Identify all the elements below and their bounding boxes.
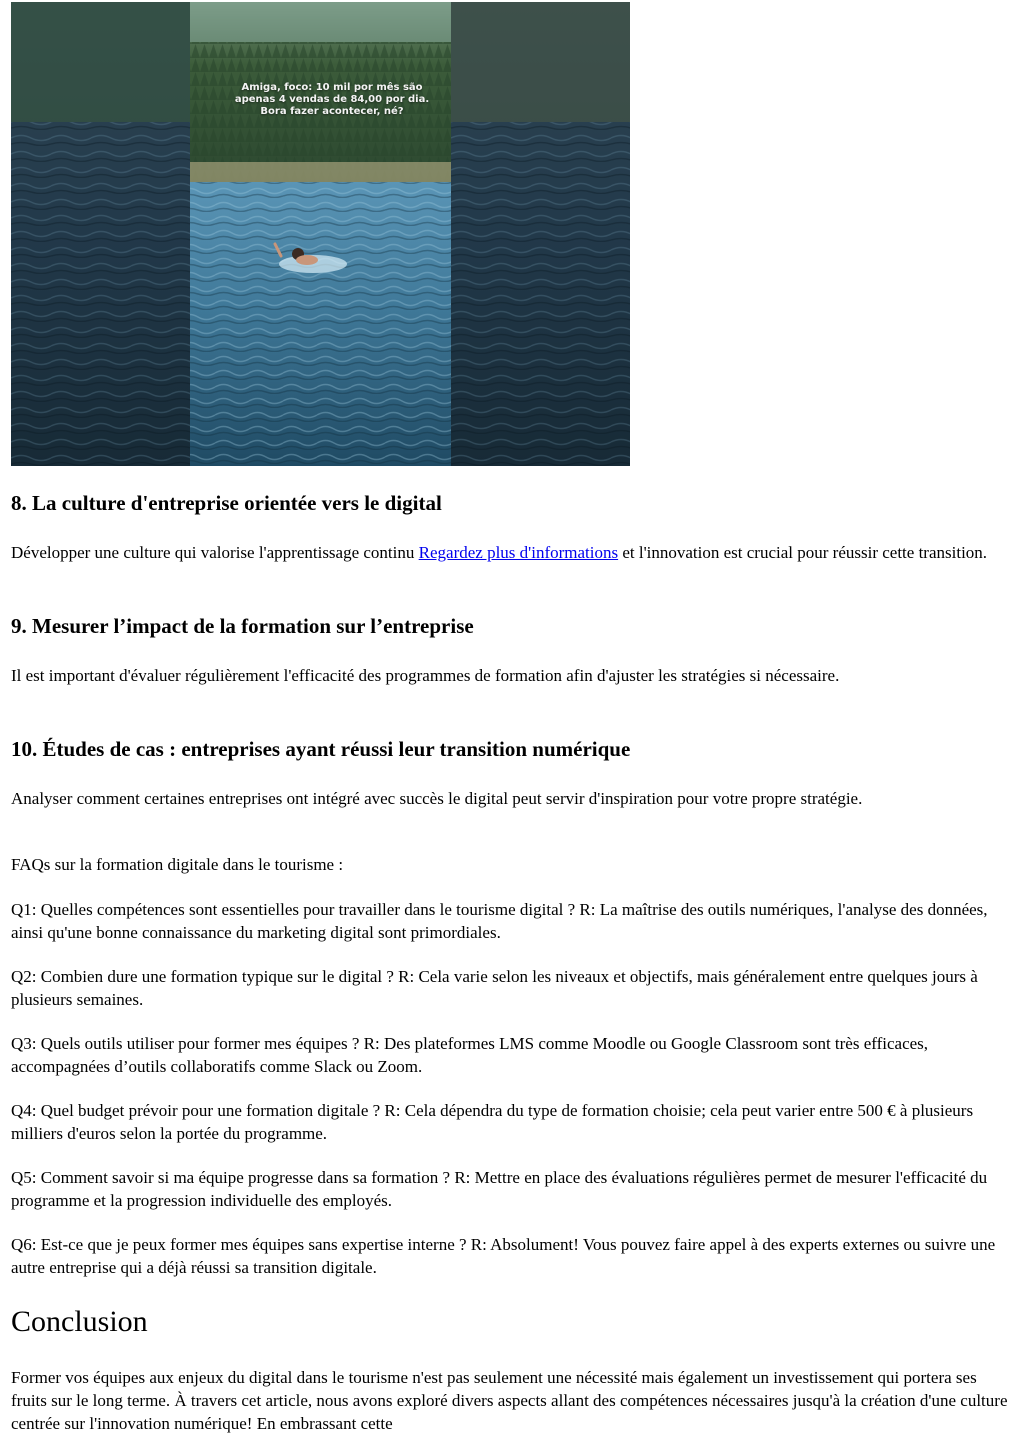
faq-item-1: Q1: Quelles compétences sont essentielles pour travailler dans le tourisme digital ? R: La maîtrise des outils numériques, l'analyse des données, ainsi qu'une bonne connaissance du marketing digital sont primordiales. [11,900,988,942]
body-text: Développer une culture qui valorise l'apprentissage continu [11,543,419,562]
article-page [11,0,1011,1433]
section-body-10: Analyser comment certaines entreprises ont intégré avec succès le digital peut servir d'inspiration pour votre propre stratégie. [11,789,863,808]
section-heading-8: 8. La culture d'entreprise orientée vers le digital [11,491,442,515]
video-thumbnail[interactable] [11,2,630,466]
body-text: et l'innovation est crucial pour réussir cette transition. [618,543,988,562]
faq-intro: FAQs sur la formation digitale dans le tourisme : [11,855,344,874]
faq-item-3: Q3: Quels outils utiliser pour former mes équipes ? R: Des plateformes LMS comme Moodle ou Google Classroom sont très efficaces, accompagnées d’outils collaboratifs comme Slack ou Zoom. [11,1034,929,1076]
lake-swimmer-image [11,2,630,466]
caption-line: Amiga, foco: 10 mil por mês são [241,82,423,93]
video-caption-overlay [201,82,463,118]
conclusion-heading: Conclusion [11,1305,148,1338]
section-body-9: Il est important d'évaluer régulièrement l'efficacité des programmes de formation afin d'ajuster les stratégies si nécessaire. [11,666,840,685]
faq-item-5: Q5: Comment savoir si ma équipe progresse dans sa formation ? R: Mettre en place des évaluations régulières permet de mesurer l'efficacité du programme et la progression individuelle des employés. [11,1168,988,1210]
section-body-8 [11,541,1011,564]
conclusion-body: Former vos équipes aux enjeux du digital dans le tourisme n'est pas seulement une nécessité mais également un investissement qui portera ses fruits sur le long terme. À travers cet article, nous avons exploré divers aspects allant des compétences nécessaires jusqu'à la création d'une culture centrée sur l'innovation numérique! En embrassant cette [11,1368,1008,1433]
caption-line: apenas 4 vendas de 84,00 por dia. [234,94,430,105]
section-heading-9: 9. Mesurer l’impact de la formation sur l’entreprise [11,614,474,638]
caption-line: Bora fazer acontecer, né? [260,106,404,117]
faq-item-4: Q4: Quel budget prévoir pour une formation digitale ? R: Cela dépendra du type de formation choisie; cela peut varier entre 500 € à plusieurs milliers d'euros selon la portée du programme. [11,1101,974,1143]
more-info-link[interactable]: Regardez plus d'informations [418,543,619,562]
faq-item-2: Q2: Combien dure une formation typique sur le digital ? R: Cela varie selon les niveaux et objectifs, mais généralement entre quelques jours à plusieurs semaines. [11,967,978,1009]
section-heading-10: 10. Études de cas : entreprises ayant réussi leur transition numérique [11,737,631,761]
faq-item-6: Q6: Est-ce que je peux former mes équipes sans expertise interne ? R: Absolument! Vous pouvez faire appel à des experts externes ou suivre une autre entreprise qui a déjà réussi sa transition digitale. [11,1235,996,1277]
